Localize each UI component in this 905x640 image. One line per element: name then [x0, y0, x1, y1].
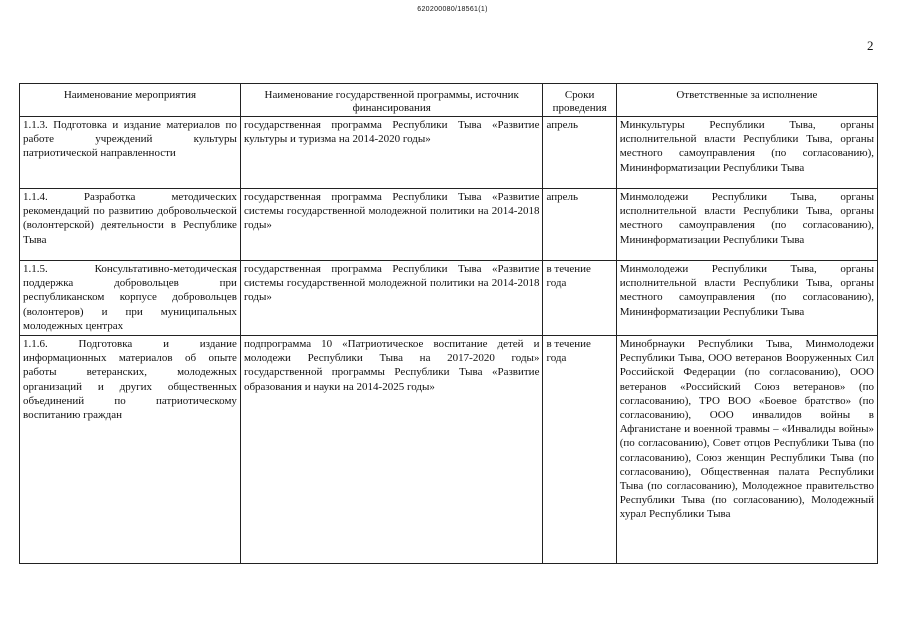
- document-id: 620200080/18561(1): [417, 6, 488, 13]
- responsible-cell: Минобрнауки Республики Тыва, Минмолодежи Республики Тыва, ООО ветеранов Вооруженных Сил Российской Федерации (по согласованию), ООО ветеранов «Российский Союз ветеранов» (по согласованию), ТРО ВОО «Боевое братство» (по согласованию), ООО инвалидов войны в Афганистане и военной травмы – «Инвалиды войны» (по согласованию), Совет отцов Республики Тыва (по согласованию), Союз женщин Республики Тыва (по согласованию), Общественная палата Республики Тыва (по согласованию), Молодежное правительство Республики Тыва (по согласованию), Молодежный хурал Республики Тыва: [616, 336, 877, 564]
- table-row: [20, 117, 878, 189]
- term-cell: в течение года: [543, 261, 616, 336]
- event-name-cell: 1.1.5. Консультативно-методическая поддержка добровольцев при республиканском корпусе добровольцев (волонтеров) и при муниципальных молодежных центрах: [20, 261, 241, 336]
- program-cell: подпрограмма 10 «Патриотическое воспитание детей и молодежи Республики Тыва на 2017-2020 годы» государственной программы Республики Тыва «Развитие образования и науки на 2014-2025 годы»: [240, 336, 543, 564]
- column-header-responsible: Ответственные за исполнение: [616, 84, 877, 117]
- term-cell: апрель: [543, 117, 616, 189]
- event-name-cell: 1.1.4. Разработка методических рекомендаций по развитию добровольческой (волонтерской) деятельности в Республике Тыва: [20, 189, 241, 261]
- table-row: [20, 336, 878, 564]
- term-cell: в течение года: [543, 336, 616, 564]
- responsible-cell: Минмолодежи Республики Тыва, органы исполнительной власти Республики Тыва, органы местного самоуправления (по согласованию), Мининформатизации Республики Тыва: [616, 189, 877, 261]
- table-row: [20, 261, 878, 336]
- table-header-row: [20, 84, 878, 117]
- page-number: 2: [867, 38, 874, 53]
- program-cell: государственная программа Республики Тыва «Развитие системы государственной молодежной политики на 2014-2018 годы»: [240, 189, 543, 261]
- program-cell: государственная программа Республики Тыва «Развитие системы государственной молодежной политики на 2014-2018 годы»: [240, 261, 543, 336]
- column-header-term: Сроки проведения: [543, 84, 616, 117]
- column-header-program: Наименование государственной программы, источник финансирования: [240, 84, 543, 117]
- term-cell: апрель: [543, 189, 616, 261]
- responsible-cell: Минкультуры Республики Тыва, органы исполнительной власти Республики Тыва, органы местного самоуправления (по согласованию), Мининформатизации Республики Тыва: [616, 117, 877, 189]
- program-cell: государственная программа Республики Тыва «Развитие культуры и туризма на 2014-2020 годы»: [240, 117, 543, 189]
- events-table: [19, 83, 878, 564]
- event-name-cell: 1.1.6. Подготовка и издание информационных материалов об опыте работы ветеранских, молодежных организаций и других общественных объединений по патриотическому воспитанию граждан: [20, 336, 241, 564]
- responsible-cell: Минмолодежи Республики Тыва, органы исполнительной власти Республики Тыва, органы местного самоуправления (по согласованию), Мининформатизации Республики Тыва: [616, 261, 877, 336]
- event-name-cell: 1.1.3. Подготовка и издание материалов по работе учреждений культуры патриотической направленности: [20, 117, 241, 189]
- table-row: [20, 189, 878, 261]
- column-header-event-name: Наименование мероприятия: [20, 84, 241, 117]
